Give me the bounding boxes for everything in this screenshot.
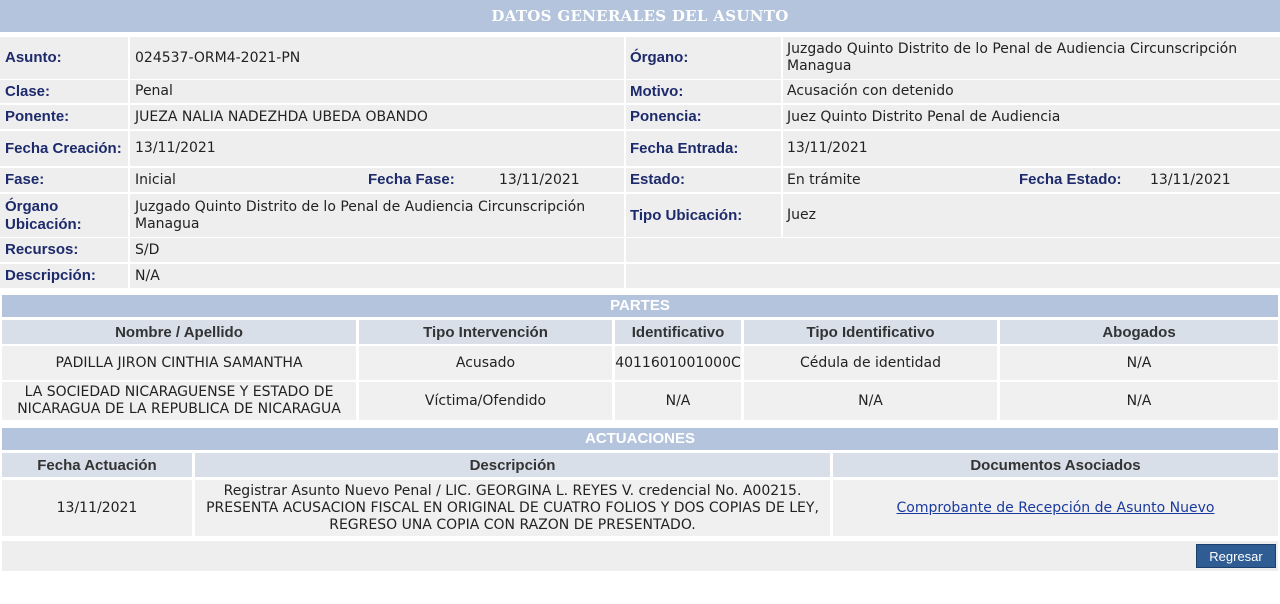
recursos-label: Recursos:: [5, 241, 79, 258]
partes-cell-tipo-intervencion: Acusado: [359, 346, 612, 380]
actuacion-cell-documentos: [833, 480, 1278, 536]
document-link[interactable]: Comprobante de Recepción de Asunto Nuevo: [896, 499, 1215, 516]
partes-col-tipo-intervencion: Tipo Intervención: [359, 320, 612, 344]
descripcion-value: N/A: [135, 267, 160, 284]
partes-cell-identificativo: 4011601001000C: [615, 346, 741, 380]
general-divider: [781, 37, 783, 238]
fecha-estado-value: 13/11/2021: [1150, 171, 1231, 188]
actuacion-cell-fecha: 13/11/2021: [2, 480, 192, 536]
partes-cell-abogados: N/A: [1000, 346, 1278, 380]
asunto-value: 024537-ORM4-2021-PN: [135, 49, 301, 66]
partes-cell-identificativo: N/A: [615, 382, 741, 420]
tipo-ubicacion-label: Tipo Ubicación:: [630, 206, 743, 224]
general-divider: [624, 37, 626, 288]
fecha-creacion-value: 13/11/2021: [135, 140, 216, 156]
actuaciones-col-fecha: Fecha Actuación: [2, 453, 192, 477]
partes-cell-tipo-identificativo: Cédula de identidad: [744, 346, 997, 380]
fecha-fase-label: Fecha Fase:: [368, 171, 455, 188]
descripcion-label: Descripción:: [5, 267, 96, 284]
clase-value: Penal: [135, 83, 173, 99]
fecha-entrada-value: 13/11/2021: [787, 140, 868, 156]
partes-cell-tipo-identificativo: N/A: [744, 382, 997, 420]
organo-ubicacion-value: Juzgado Quinto Distrito de lo Penal de Audiencia Circunscripción Managua: [135, 198, 586, 232]
actuacion-cell-descripcion: Registrar Asunto Nuevo Penal / LIC. GEORGINA L. REYES V. credencial No. A00215. PRESENTA ACUSACION FISCAL EN ORIGINAL DE CUATRO FOLIOS Y DOS COPIAS DE LEY, REGRESO UNA COPIA CON RAZON DE PRESENTADO.: [195, 480, 830, 536]
partes-col-identificativo: Identificativo: [615, 320, 741, 344]
fecha-estado-label: Fecha Estado:: [1019, 171, 1122, 188]
fecha-creacion-label: Fecha Creación:: [5, 139, 122, 157]
partes-cell-nombre: LA SOCIEDAD NICARAGUENSE Y ESTADO DE NICARAGUA DE LA REPUBLICA DE NICARAGUA: [2, 382, 356, 420]
fase-label: Fase:: [5, 171, 45, 188]
asunto-label: Asunto:: [5, 49, 62, 66]
fecha-fase-value: 13/11/2021: [499, 171, 580, 188]
regresar-button[interactable]: Regresar: [1196, 544, 1276, 568]
ponencia-label: Ponencia:: [630, 108, 702, 125]
partes-section-header: PARTES: [2, 295, 1278, 317]
footer-bar: [2, 541, 1278, 571]
ponencia-value: Juez Quinto Distrito Penal de Audiencia: [787, 108, 1061, 125]
partes-col-tipo-identificativo: Tipo Identificativo: [744, 320, 997, 344]
partes-cell-abogados: N/A: [1000, 382, 1278, 420]
clase-label: Clase:: [5, 82, 51, 100]
fase-value: Inicial: [135, 171, 176, 188]
partes-col-nombre: Nombre / Apellido: [2, 320, 356, 344]
motivo-value: Acusación con detenido: [787, 83, 954, 99]
actuaciones-col-documentos: Documentos Asociados: [833, 453, 1278, 477]
actuaciones-col-descripcion: Descripción: [195, 453, 830, 477]
general-section-header: DATOS GENERALES DEL ASUNTO: [0, 0, 1280, 32]
recursos-value: S/D: [135, 241, 160, 258]
tipo-ubicacion-value: Juez: [787, 207, 816, 223]
organo-ubicacion-label: Órgano Ubicación:: [5, 197, 82, 233]
organo-value: Juzgado Quinto Distrito de lo Penal de Audiencia Circunscripción Managua: [787, 41, 1238, 74]
estado-label: Estado:: [630, 171, 686, 188]
partes-cell-tipo-intervencion: Víctima/Ofendido: [359, 382, 612, 420]
estado-value: En trámite: [787, 171, 861, 188]
organo-label: Órgano:: [630, 49, 689, 66]
partes-col-abogados: Abogados: [1000, 320, 1278, 344]
partes-cell-nombre: PADILLA JIRON CINTHIA SAMANTHA: [2, 346, 356, 380]
ponente-value: JUEZA NALIA NADEZHDA UBEDA OBANDO: [135, 108, 428, 125]
general-divider: [128, 37, 130, 288]
fecha-entrada-label: Fecha Entrada:: [630, 139, 739, 157]
ponente-label: Ponente:: [5, 108, 70, 125]
actuaciones-section-header: ACTUACIONES: [2, 428, 1278, 450]
motivo-label: Motivo:: [630, 82, 684, 100]
